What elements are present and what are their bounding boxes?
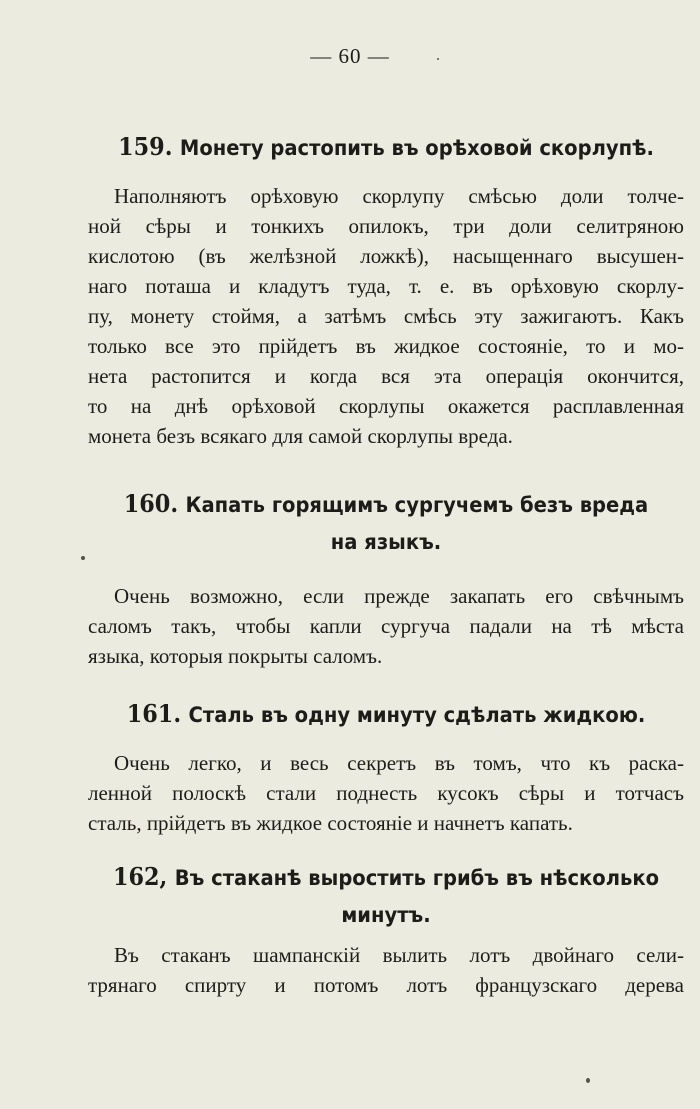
body-line: ной сѣры и тонкихъ опилокъ, три доли селитряною xyxy=(88,214,684,238)
body-line: нета растопится и когда вся эта операція окончится, xyxy=(88,364,684,388)
recipe-title: Въ стаканѣ выростить грибъ въ нѣсколько xyxy=(174,866,660,890)
body-line: то на днѣ орѣховой скорлупы окажется расплавленная xyxy=(88,394,684,418)
recipe-159 xyxy=(88,128,684,451)
recipe-161 xyxy=(88,695,684,838)
body-line: ленной полоскѣ стали поднесть кусокъ сѣры и тотчасъ xyxy=(88,781,684,805)
recipe-title: Капать горящимъ сургучемъ безъ вреда xyxy=(185,493,649,517)
recipe-number: 161. xyxy=(126,699,182,728)
paper-speck xyxy=(586,1078,590,1083)
page-number: — 60 — xyxy=(310,44,390,68)
recipe-heading xyxy=(109,695,663,734)
recipe-body xyxy=(88,940,684,1000)
paper-speck xyxy=(437,58,439,60)
body-line: только все это прійдетъ въ жидкое состояніе, то и мо- xyxy=(88,334,684,358)
body-line: монета безъ всякаго для самой скорлупы вреда. xyxy=(88,424,513,448)
body-line: Очень легко, и весь секретъ въ томъ, что къ раска- xyxy=(114,751,684,775)
recipe-body xyxy=(88,181,684,451)
body-line: языка, которыя покрыты саломъ. xyxy=(88,644,383,668)
recipe-heading xyxy=(109,128,663,167)
paper-speck xyxy=(81,556,85,560)
recipe-160 xyxy=(88,485,684,671)
recipe-title: Монету растопить въ орѣховой скорлупѣ. xyxy=(179,136,654,160)
body-line: Наполняютъ орѣховую скорлупу смѣсью доли толче- xyxy=(114,184,684,208)
body-line: Въ стаканъ шампанскій вылить лотъ двойнаго сели- xyxy=(114,943,684,967)
recipe-number: 160. xyxy=(123,489,179,518)
recipe-body xyxy=(88,748,684,838)
body-line: Очень возможно, если прежде закапать его свѣчнымъ xyxy=(114,584,684,608)
recipe-heading xyxy=(109,858,663,934)
body-line: наго поташа и кладутъ туда, т. е. въ орѣховую скорлу- xyxy=(88,274,684,298)
recipe-number: 162, xyxy=(112,862,168,891)
recipe-title-continued: на языкъ. xyxy=(330,530,442,554)
body-line: кислотою (въ желѣзной ложкѣ), насыщеннаго высушен- xyxy=(88,244,684,268)
recipe-title: Сталь въ одну минуту сдѣлать жидкою. xyxy=(188,703,646,727)
recipe-162 xyxy=(88,858,684,1000)
recipe-heading xyxy=(109,485,663,561)
recipe-body xyxy=(88,581,684,671)
body-line: трянаго спирту и потомъ лотъ французскаго дерева xyxy=(88,973,684,997)
recipe-title-continued: минутъ. xyxy=(341,903,431,927)
body-line: пу, монету стоймя, а затѣмъ смѣсь эту зажигаютъ. Какъ xyxy=(88,304,684,328)
body-line: саломъ такъ, чтобы капли сургуча падали на тѣ мѣста xyxy=(88,614,684,638)
body-line: сталь, прійдетъ въ жидкое состояніе и начнетъ капать. xyxy=(88,811,573,835)
recipe-number: 159. xyxy=(118,132,173,161)
